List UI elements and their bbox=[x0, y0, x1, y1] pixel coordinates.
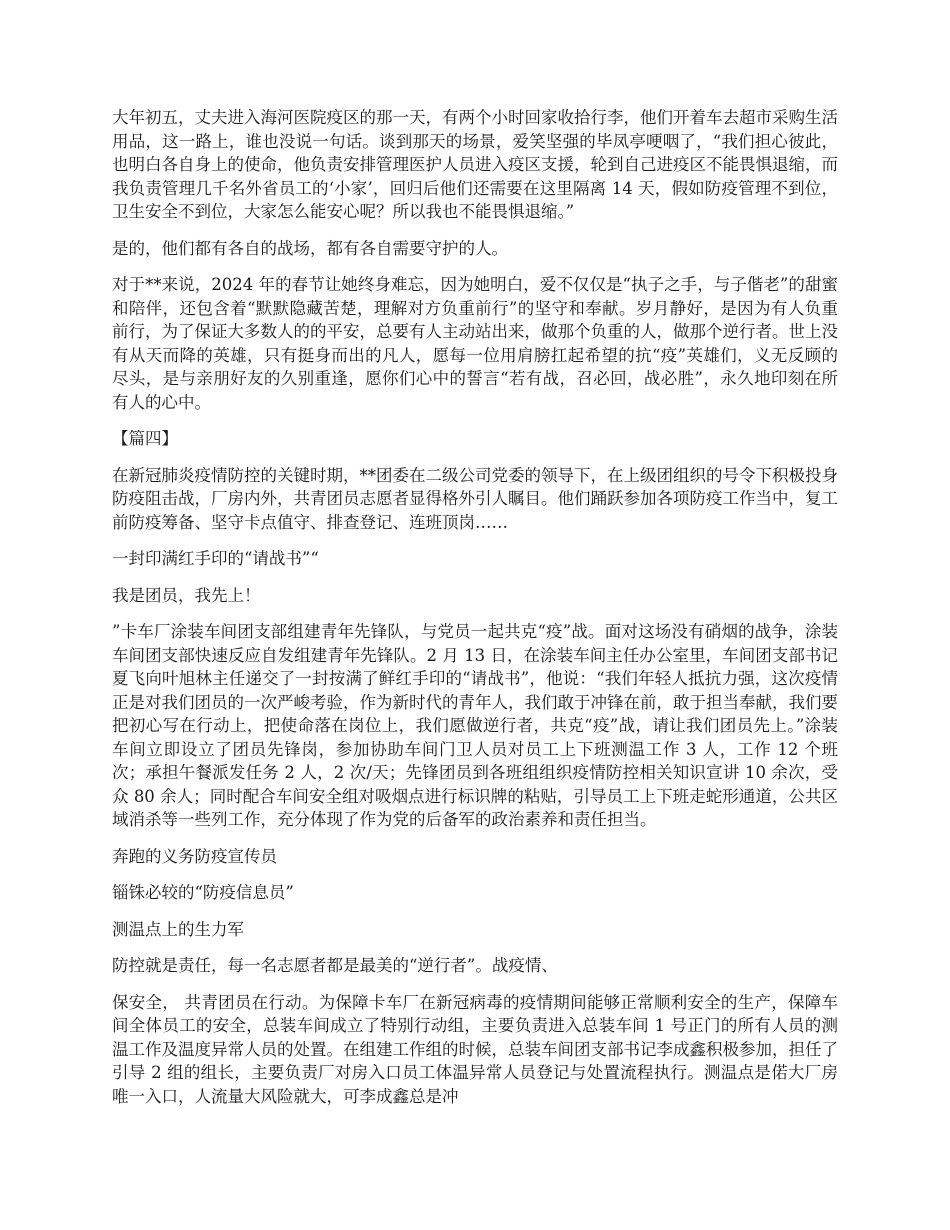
subheading-petition: 一封印满红手印的“请战书”“ bbox=[112, 549, 319, 568]
paragraph-12: 防控就是责任，每一名志愿者都是最美的“逆行者”。战疫情、 bbox=[112, 956, 558, 975]
subheading-volunteer: 奔跑的义务防疫宣传员 bbox=[112, 846, 277, 866]
paragraph-13: 保安全， 共青团员在行动。为保障卡车厂在新冠病毒的疫情期间能够正常顺利安全的生产，保障车间全体员工的安全，总装车间成立了特别行动组，主要负责进入总装车间 1 号正门的所有人员的测温工作及温度异常人员的处置。在组建工作组的时候，总装车间团支部书记李成鑫积极参加，担任了引导 2 组的组长，主要负责厂对房入口员工体温异常人员登记与处置流程执行。测温点是偌大厂房唯一入口，人流量大风险就大，可李成鑫总是冲 bbox=[112, 992, 838, 1106]
paragraph-1: 大年初五，丈夫进入海河医院疫区的那一天，有两个小时回家收拾行李，他们开着车去超市采购生活用品，这一路上，谁也没说一句话。谈到那天的场景，爱笑坚强的毕凤亭哽咽了，“我们担心彼此，也明白各自身上的使命，他负责安排管理医护人员进入疫区支援，轮到自己进疫区不能畏惧退缩，而我负责管理几千名外省员工的‘小家’，回归后他们还需要在这里隔离 14 天，假如防疫管理不到位，卫生安全不到位，大家怎么能安心呢？所以我也不能畏惧退缩。” bbox=[112, 108, 838, 221]
subheading-temperature-point: 测温点上的生力军 bbox=[112, 919, 244, 939]
paragraph-2: 是的，他们都有各自的战场，都有各自需要守护的人。 bbox=[112, 238, 508, 258]
paragraph-3: 对于**来说，2024 年的春节让她终身难忘，因为她明白，爱不仅仅是“执子之手，与子偕老”的甜蜜和陪伴，还包含着“默默隐藏苦楚，理解对方负重前行”的坚守和奉献。岁月静好，是因为有人负重前行，为了保证大多数人的的平安，总要有人主动站出来，做那个负重的人，做那个逆行者。世上没有从天而降的英雄，只有挺身而出的凡人，愿每一位用肩膀扛起希望的抗“疫”英雄们，义无反顾的尽头，是与亲朋好友的久别重逢，愿你们心中的誓言“若有战，召必回，战必胜”，永久地印刻在所有人的心中。 bbox=[112, 275, 838, 412]
paragraph-8: ”卡车厂涂装车间团支部组建青年先锋队，与党员一起共克“疫”战。面对这场没有硝烟的战争，涂装车间团支部快速反应自发组建青年先锋队。2 月 13 日，在涂装车间主任办公室里，车间团支部书记夏飞向叶旭林主任递交了一封按满了鲜红手印的“请战书”，他说：“我们年轻人抵抗力强，这次疫情正是对我们团员的一次严峻考验，作为新时代的青年人，我们敢于冲锋在前，敢于担当奉献，我们要把初心写在行动上，把使命落在岗位上，我们愿做逆行者，共克“疫”战，请让我们团员先上。”涂装车间立即设立了团员先锋岗，参加协助车间门卫人员对员工上下班测温工作 3 人，工作 12 个班次；承担午餐派发任务 2 人，2 次/天；先锋团员到各班组组织疫情防控相关知识宣讲 10 余次，受众 80 余人；同时配合车间安全组对吸烟点进行标识牌的粘贴，引导员工上下班走蛇形通道，公共区域消杀等一些列工作，充分体现了作为党的后备军的政治素养和责任担当。 bbox=[112, 622, 838, 829]
subheading-slogan: 我是团员，我先上！ bbox=[112, 585, 261, 605]
subheading-info-officer: 锱铢必较的“防疫信息员” bbox=[112, 883, 294, 902]
section-heading: 【篇四】 bbox=[112, 429, 178, 448]
paragraph-5: 在新冠肺炎疫情防控的关键时期，**团委在二级公司党委的领导下，在上级团组织的号令下积极投身防疫阻击战，厂房内外，共青团员志愿者显得格外引人瞩目。他们踊跃参加各项防疫工作当中，复工前防疫筹备、坚守卡点值守、排查登记、连班顶岗…… bbox=[112, 465, 838, 532]
